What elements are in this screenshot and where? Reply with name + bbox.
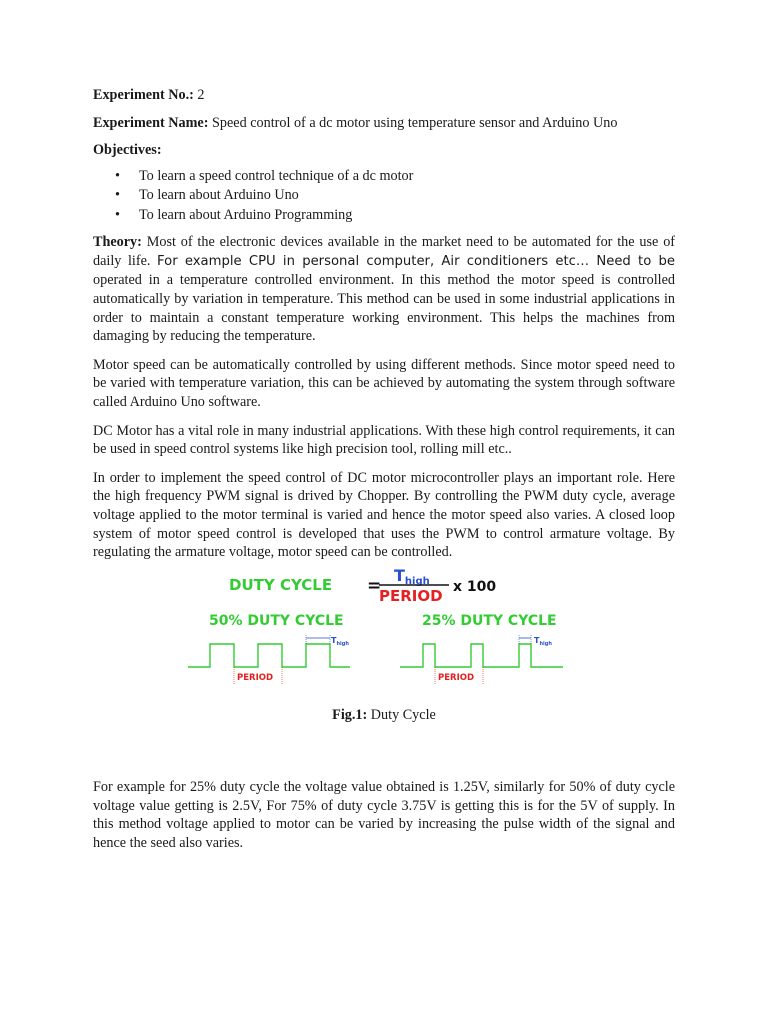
experiment-name-value: Speed control of a dc motor using temperature sensor and Arduino Uno <box>212 114 618 131</box>
right-period-label: PERIOD <box>438 673 475 683</box>
left-period-label: PERIOD <box>237 673 274 683</box>
objectives-heading: Objectives: <box>93 142 162 159</box>
bullet-icon: • <box>115 187 120 204</box>
paragraph-dc-motor: DC Motor has a vital role in many industrial applications. With these high control requirements, it can be used in speed control systems like high precision tool, rolling mill etc.. <box>93 422 675 458</box>
figure-caption <box>0 707 768 724</box>
bullet-icon: • <box>115 167 120 184</box>
paragraph-example: For example for 25% duty cycle the voltage value obtained is 1.25V, similarly for 50% of duty cycle voltage value getting is 2.5V, For 75% of duty cycle 3.75V is getting this is for the 5V of supply. In this method voltage applied to motor can be varied by increasing the pulse width of the signal and hence the seed also varies. <box>93 779 675 851</box>
left-waveform <box>188 644 350 667</box>
caption-label: Fig.1: <box>332 707 368 723</box>
theory-label: Theory: <box>93 234 142 251</box>
duty-cycle-figure <box>185 566 605 696</box>
right-chart-title: 25% DUTY CYCLE <box>422 613 557 629</box>
duty-cycle-diagram <box>185 566 605 696</box>
document-body <box>93 86 675 572</box>
paragraph-pwm: In order to implement the speed control of DC motor microcontroller plays an important role. Here the high frequency PWM signal is drived by Chopper. By controlling the PWM duty cycle, average voltage applied to the motor terminal is varied and hence the motor speed also varies. A closed loop system of motor speed control is developed that uses the PWM to control armature voltage. By regulating the armature voltage, motor speed can be controlled. <box>93 469 675 561</box>
formula-denominator: PERIOD <box>379 587 443 605</box>
formula-equals: = <box>367 576 382 596</box>
list-item: • To learn about Arduino Uno <box>93 186 675 206</box>
left-chart-title: 50% DUTY CYCLE <box>209 613 344 629</box>
experiment-number <box>93 86 675 105</box>
experiment-number-value: 2 <box>197 87 205 103</box>
list-item: • To learn a speed control technique of a dc motor <box>93 167 675 187</box>
objectives-list <box>93 167 675 226</box>
experiment-name-label: Experiment Name: <box>93 114 209 131</box>
right-thigh-label: $T_{high}$ <box>534 636 552 647</box>
left-thigh-label: $T_{high}$ <box>331 636 349 647</box>
bullet-icon: • <box>115 206 120 223</box>
experiment-number-label: Experiment No.: <box>93 87 194 103</box>
paragraph-methods: Motor speed can be automatically controlled by using different methods. Since motor speed need to be varied with temperature variation, this can be achieved by automating the system through software called Arduino Uno software. <box>93 356 675 411</box>
right-waveform <box>400 644 563 667</box>
theory-paragraph: Theory: Most of the electronic devices available in the market need to be automated for the use of daily life. For example CPU in personal computer, Air conditioners etc… Need to be operated in a temperature controlled environment. In this method the motor speed is controlled automatically by variation in temperature. This method can be used in some industrial applications in order to maintain a constant temperature working environment. This helps the machines from damaging by reducing the temperature. <box>93 234 676 345</box>
list-item: • To learn about Arduino Programming <box>93 206 675 226</box>
formula-label: DUTY CYCLE <box>229 576 333 594</box>
caption-text: Duty Cycle <box>370 707 436 723</box>
experiment-name <box>93 114 675 133</box>
formula-multiplier: x 100 <box>453 579 497 595</box>
formula-numerator: Thigh <box>394 566 430 587</box>
